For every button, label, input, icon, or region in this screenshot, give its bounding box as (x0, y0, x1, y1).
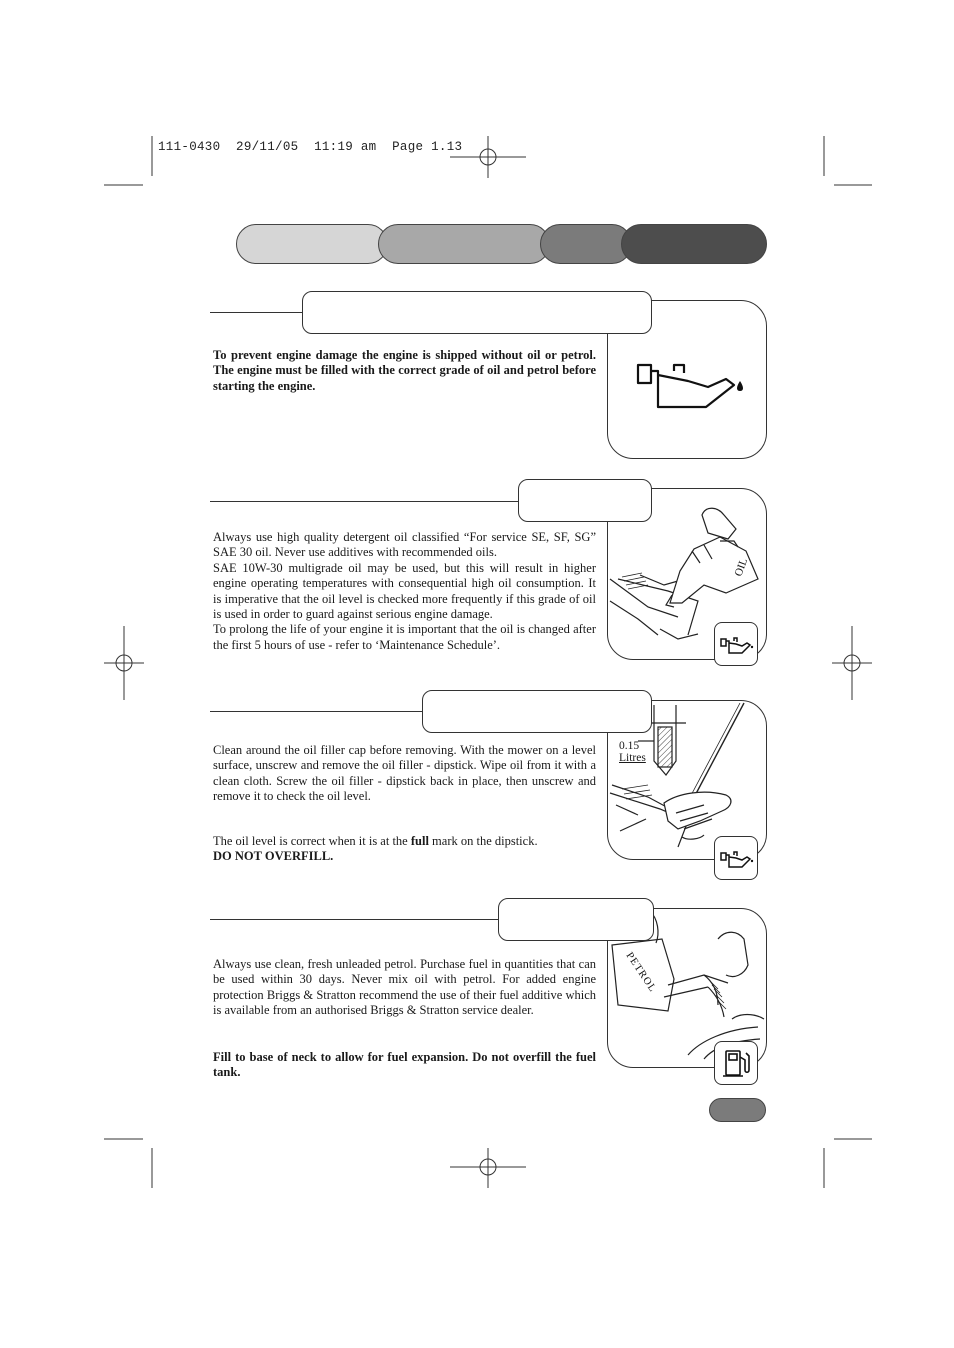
oil-level-text-start: The oil level is correct when it is at the (213, 834, 411, 848)
oil-type-title-box (518, 479, 652, 522)
overfill-warning: DO NOT OVERFILL. (213, 849, 334, 864)
oil-capacity-unit: Litres (619, 752, 646, 764)
oil-can-icon (715, 623, 757, 665)
slug-time: 11:19 am (314, 140, 377, 154)
fuel-icon-box (714, 1041, 758, 1085)
slug-date: 29/11/05 (236, 140, 299, 154)
oil-check-title-box (422, 690, 652, 733)
oil-type-text (213, 530, 596, 653)
section-rule (210, 501, 520, 502)
slug-page: Page 1.13 (392, 140, 463, 154)
oil-type-paragraph-3: To prolong the life of your engine it is important that the oil is changed after the first 5 hours of use - refer to ‘Maintenance Schedule’. (213, 622, 596, 652)
petrol-warning-text (213, 1050, 596, 1081)
intro-text (213, 348, 596, 394)
oil-type-paragraph-1: Always use high quality detergent oil classified “For service SE, SF, SG” SAE 30 oil. Never use additives with recommended oils. (213, 530, 596, 560)
petrol-text (213, 957, 596, 1019)
oil-icon-box (714, 622, 758, 666)
oil-level-full-mark: full (410, 834, 429, 848)
petrol-paragraph-1: Always use clean, fresh unleaded petrol. Purchase fuel in quantities that can be used within 30 days. Never mix oil with petrol. For added engine protection Briggs & Stratton recommend the use of their fuel additive which is available from an authorised Briggs & Stratton service dealer. (213, 957, 596, 1018)
page-number-pill (709, 1098, 766, 1122)
petrol-can-label: PETROL (623, 950, 659, 995)
oil-check-paragraph-1: Clean around the oil filler cap before removing. With the mower on a level surface, unscrew and remove the oil filler - dipstick. Wipe oil from it with a clean cloth. Screw the oil filler - dipstick back in place, then unscrew and remove it to check the oil level. (213, 743, 596, 804)
oil-check-text (213, 743, 596, 805)
oil-capacity-label (619, 740, 646, 764)
header-tab-4 (621, 224, 767, 264)
header-tab-2 (378, 224, 550, 264)
header-tab-1 (236, 224, 388, 264)
oil-level-text-end: mark on the dipstick. (428, 834, 538, 848)
fuel-pump-icon (715, 1042, 757, 1084)
oil-can-icon (715, 837, 757, 879)
section-rule (210, 919, 500, 920)
oil-level-paragraph (213, 834, 596, 849)
section-rule (210, 312, 304, 313)
oil-level-text (213, 834, 596, 865)
oil-type-paragraph-2: SAE 10W-30 multigrade oil may be used, but this will result in higher engine operating temperatures with consequential high oil consumption. It is imperative that the oil level is checked more frequently if this grade of oil is used in order to guard against serious engine damage. (213, 560, 596, 622)
oil-icon-box (714, 836, 758, 880)
section-rule (210, 711, 424, 712)
header-tab-3 (540, 224, 632, 264)
petrol-title-box (498, 898, 654, 941)
oil-capacity-value: 0.15 (619, 740, 640, 752)
oil-bottle-label: OIL (732, 556, 751, 579)
petrol-warning: Fill to base of neck to allow for fuel expansion. Do not overfill the fuel tank. (213, 1050, 596, 1080)
intro-paragraph: To prevent engine damage the engine is shipped without oil or petrol. The engine must be filled with the correct grade of oil and petrol before starting the engine. (213, 348, 596, 393)
slug-code: 111-0430 (158, 140, 221, 154)
intro-title-box (302, 291, 652, 334)
